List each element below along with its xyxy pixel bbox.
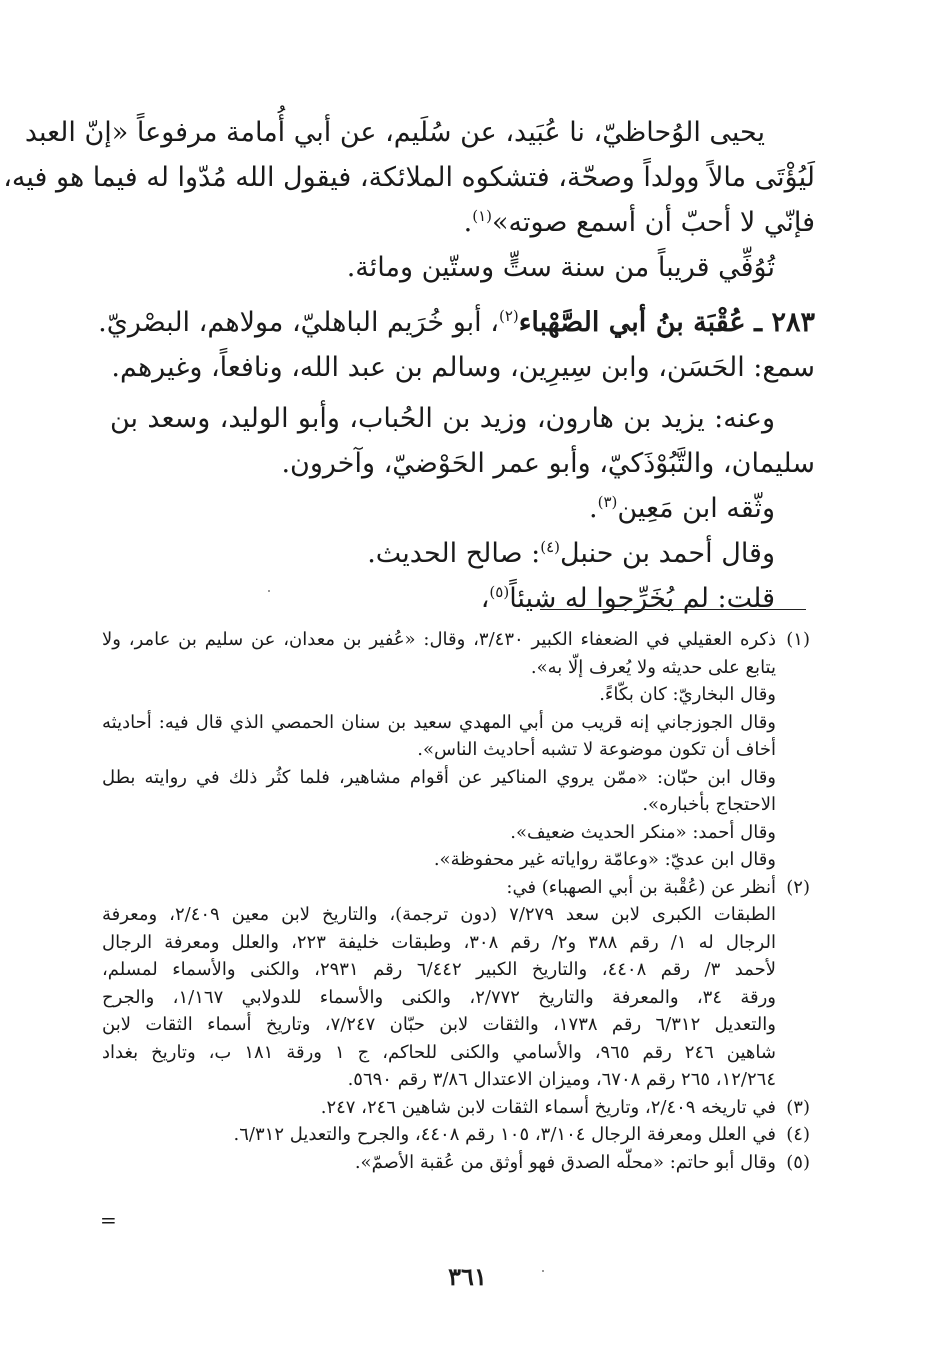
footnote-line: وقال ابن حبّان: «ممّن يروي المناكير عن أقوام مشاهير، فلما كثُر ذلك في روايته بطل [102, 766, 776, 788]
entry-rest: ، أبو خُرَيم الباهليّ، مولاهم، البصْريّ. [98, 307, 499, 338]
footnotes [102, 626, 810, 1176]
text-line: فإنّي لا أحبّ أن أسمع صوته»$^{(١)}$. [463, 207, 815, 238]
footnote-body [102, 626, 776, 709]
tawthiq-line [110, 486, 815, 531]
footnote-ref: (٣) [597, 493, 618, 511]
main-text [3, 110, 815, 621]
footnote-mark: (٤) [786, 1124, 810, 1145]
footnote [102, 1149, 810, 1177]
text-span: : صالح الحديث. [367, 538, 541, 569]
footnote-mark: (١) [786, 629, 810, 650]
page-number: ٣٦١ [448, 1262, 487, 1291]
footnote-line: وقال أحمد: «منكر الحديث ضعيف». [510, 821, 776, 843]
ahmad-line [110, 531, 815, 576]
text-span: وقال أحمد بن حنبل [559, 538, 775, 569]
margin-mark: = [100, 1208, 117, 1232]
footnote-continuation [102, 901, 810, 1094]
footnote-ref: (٥) [489, 583, 510, 601]
footnote-body [102, 1149, 776, 1177]
text-span: . [589, 493, 598, 524]
footnote-line: الاحتجاج بأخباره». [642, 794, 776, 815]
text-span: قلت: لم يُخَرِّجوا له شيئاً [509, 583, 775, 614]
footnote-line: الطبقات الكبرى لابن سعد ٧/٢٧٩ (دون ترجمة)، والتاريخ لابن معين ٢/٤٠٩، ومعرفة [102, 904, 776, 925]
scan-speck [268, 590, 270, 592]
footnote-body [102, 874, 776, 902]
footnote-mark: (٥) [786, 1151, 810, 1173]
narrators-line: وعنه: يزيد بن هارون، وزيد بن الحُباب، وأبو الوليد، وسعد بن [110, 403, 775, 434]
qultu-line [110, 576, 815, 621]
footnote-line: لأحمد ٣/ رقم ٤٤٠٨، والتاريخ الكبير ٦/٤٤٢ رقم ٢٩٣١، والكنى والأسماء لمسلم، [102, 959, 776, 980]
footnote-body [102, 1121, 776, 1149]
footnote-mark: (٣) [786, 1096, 810, 1118]
footnote-line: وقال ابن عديّ: «وعامّة رواياته غير محفوظة». [433, 849, 776, 870]
footnote-line: والتعديل ٦/٣١٢ رقم ١٧٣٨، والثقات لابن حبّان ٧/٢٤٧، وتاريخ أسماء الثقات لابن [102, 1014, 776, 1035]
footnote-line: وقال أبو حاتم: «محلّه الصدق فهو أوثق من عُقبة الأصمّ». [354, 1151, 776, 1173]
footnote-continuation [102, 709, 810, 874]
footnote-ref: (١) [472, 207, 492, 225]
scan-speck [542, 1270, 544, 1272]
footnote-ref: (٤) [540, 538, 560, 556]
narrators-line: سليمان، والتَّبُوْذَكيّ، وأبو عمر الحَوْضيّ، وآخرون. [281, 448, 815, 479]
footnote-line: أخاف أن تكون موضوعة لا تشبه أحاديث الناس». [417, 739, 776, 760]
text-line: لَيُؤْتَى مالاً وولداً وصحّة، فتشكوه الملائكة، فيقول الله مُدّوا له فيما هو فيه، [3, 162, 815, 193]
footnote-line: شاهين ٢٤٦ رقم ٩٦٥، والأسامي والكنى للحاكم، ج ١ ورقة ١٨١ ب، وتاريخ بغداد [102, 1041, 776, 1063]
footnote-body [102, 1094, 776, 1122]
entry-name: عُقْبَة بنُ أبي الصَّهْباء [518, 307, 746, 338]
footnote-line: ١٢/٢٦٤، ٢٦٥ رقم ٦٧٠٨، وميزان الاعتدال ٣/٨٦ رقم ٥٦٩٠. [347, 1069, 776, 1090]
footnote-line: ورقة ٣٤، والمعرفة والتاريخ ٢/٧٧٢، والكنى والأسماء للدولابي ١/١٦٧، والجرح [102, 986, 776, 1008]
death-line: تُوُفِّي قريباً من سنة ستٍّ وستّين ومائة. [346, 252, 775, 283]
footnote-line: في العلل ومعرفة الرجال ٣/١٠٤، ١٠٥ رقم ٤٤٠٨، والجرح والتعديل ٦/٣١٢. [233, 1124, 776, 1145]
footnote-mark: (٢) [786, 876, 810, 898]
footnote-line: يتابع على حديثه ولا يُعرف إلّا به». [530, 656, 776, 678]
text-span: ، [480, 583, 490, 614]
text-span: وثّقه ابن مَعِين [617, 493, 775, 524]
footnote-line: أنظر عن (عُقْبة بن أبي الصهباء) في: [506, 876, 776, 898]
footnote-line: ذكره العقيلي في الضعفاء الكبير ٣/٤٣٠، وقال: «عُفير بن معدان، عن سليم بن عامر، ولا [102, 629, 776, 650]
footnote [102, 1121, 810, 1149]
entry-heading [98, 300, 815, 345]
text-line: يحيى الوُحاظيّ، نا عُبَيد، عن سُلَيم، عن أبي أُمامة مرفوعاً «إنّ العبد [24, 117, 765, 148]
footnote-line: في تاريخه ٢/٤٠٩، وتاريخ أسماء الثقات لابن شاهين ٢٤٦، ٢٤٧. [320, 1096, 776, 1118]
footnote [102, 1094, 810, 1122]
footnote-line: الرجال له ١/ رقم ٣٨٨ و٢/ رقم ٣٠٨، وطبقات خليفة ٢٢٣، والعلل ومعرفة الرجال [102, 931, 776, 953]
entry-number: ٢٨٣ ـ [754, 307, 815, 338]
footnote-ref: (٢) [498, 307, 519, 325]
heard-from-line: سمع: الحَسَن، وابن سِيرِين، وسالم بن عبد الله، ونافعاً، وغيرهم. [111, 352, 815, 383]
footnote-line: وقال الجوزجاني إنه قريب من أبي المهدي سعيد بن سنان الحمصي الذي قال فيه: أحاديثه [102, 711, 776, 733]
footnote-line: وقال البخاريّ: كان بكّاءً. [599, 684, 776, 705]
footnote [102, 626, 810, 709]
text-span: فإنّي لا أحبّ أن أسمع صوته» [492, 207, 815, 238]
footnote [102, 874, 810, 902]
footnote-separator [540, 609, 806, 610]
